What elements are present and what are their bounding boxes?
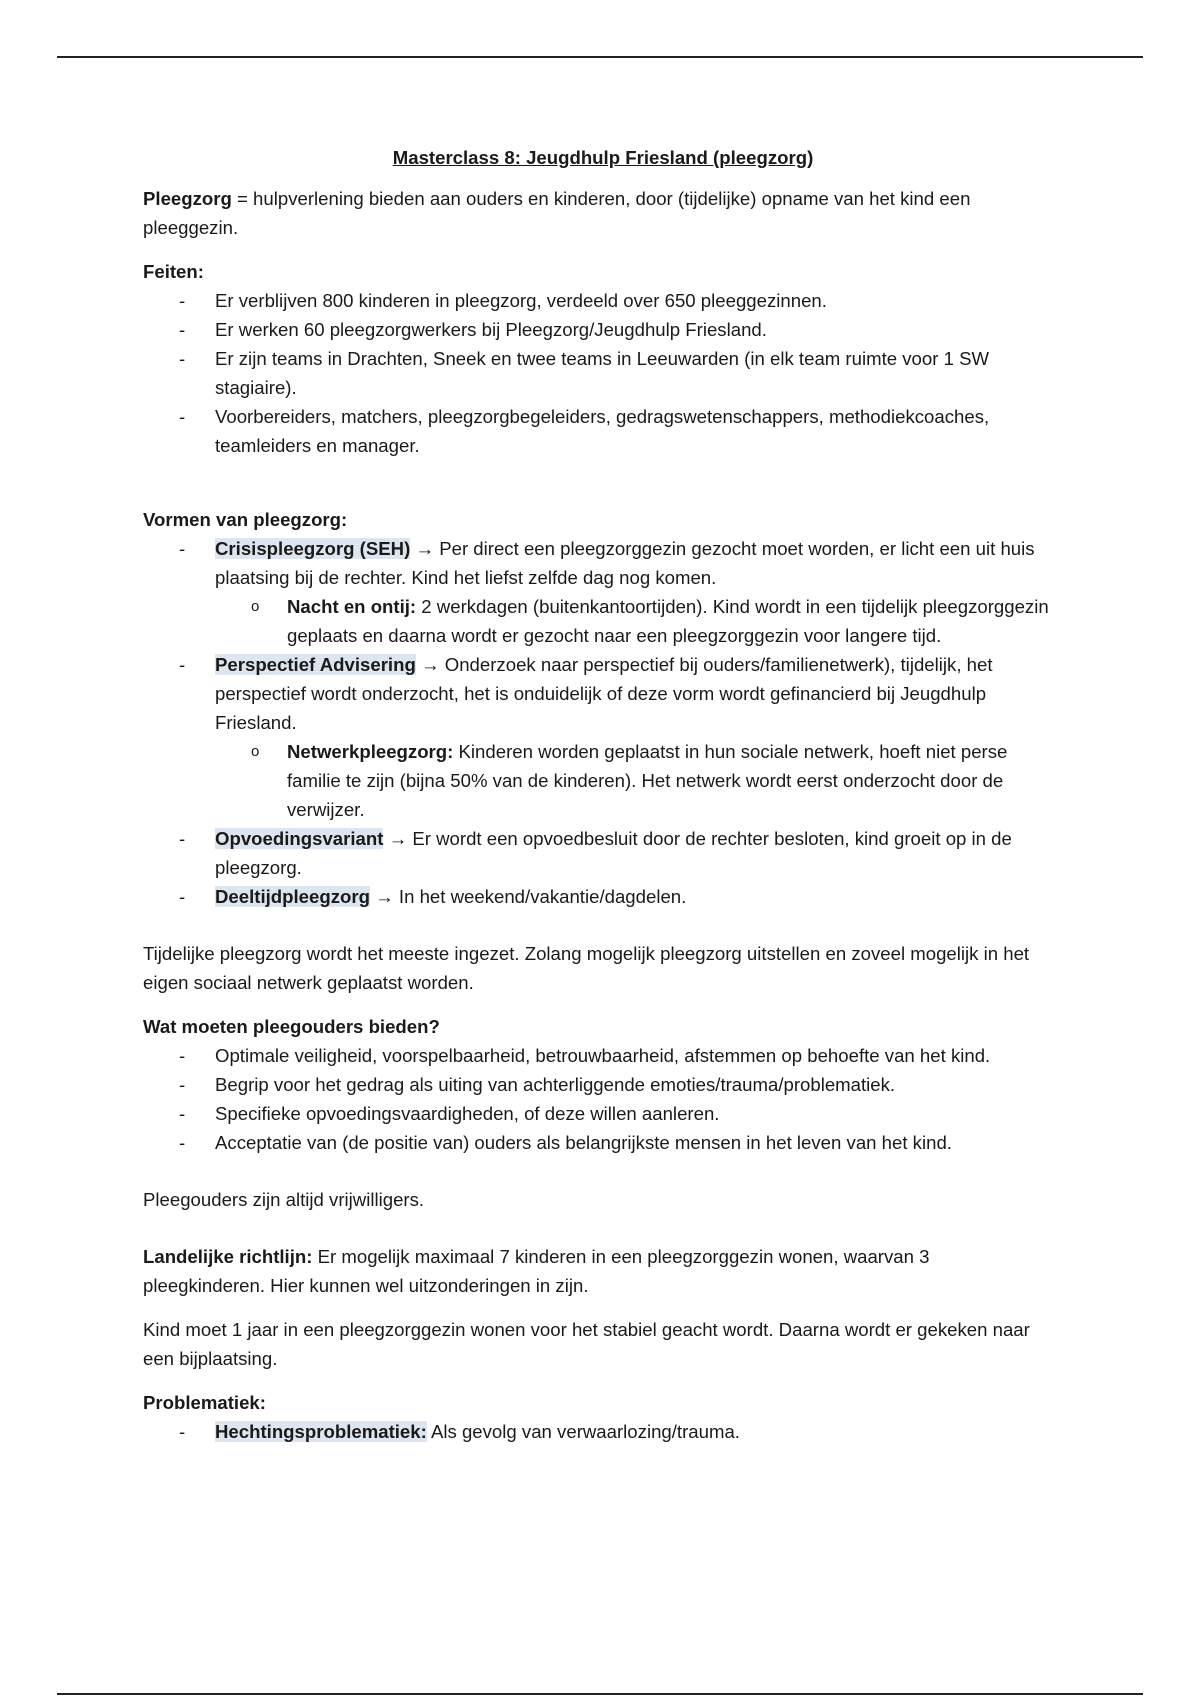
dash-bullet: - bbox=[179, 319, 186, 340]
dash-bullet: - bbox=[179, 1132, 186, 1153]
list-item: - Crisispleegzorg (SEH) → Per direct een pleegzorggezin gezocht moet worden, er licht een uit huis plaatsing bij de rechter. Kind het liefst zelfde dag nog komen. o Nacht en ontij: 2 werkdagen (buitenkantoortijden). Kind wordt in een tijdelijk pleegzorggezin geplaats en daarna wordt er gezocht naar een pleegzorggezin voor langere tijd. bbox=[143, 534, 1053, 650]
definition-paragraph bbox=[143, 184, 1053, 242]
highlight-term: Crisispleegzorg (SEH) bbox=[215, 538, 411, 559]
header-rule bbox=[57, 56, 1143, 58]
dash-bullet: - bbox=[179, 406, 186, 427]
list-item: - Perspectief Advisering → Onderzoek naar perspectief bij ouders/familienetwerk), tijdelijk, het perspectief wordt onderzocht, het is onduidelijk of deze vorm wordt gefinancierd bij Jeugdhulp Friesland. o Netwerkpleegzorg: Kinderen worden geplaatst in hun sociale netwerk, hoeft niet perse familie te zijn (bijna 50% van de kinderen). Het netwerk wordt eerst onderzocht door de verwijzer. bbox=[143, 650, 1053, 824]
bieden-list bbox=[143, 1041, 1053, 1157]
dash-bullet: - bbox=[179, 290, 186, 311]
dash-bullet: - bbox=[179, 828, 186, 849]
sub-list-item: o Netwerkpleegzorg: Kinderen worden geplaatst in hun sociale netwerk, hoeft niet perse familie te zijn (bijna 50% van de kinderen). Het netwerk wordt eerst onderzocht door de verwijzer. bbox=[215, 737, 1053, 824]
richtlijn-term: Landelijke richtlijn: bbox=[143, 1246, 313, 1267]
dash-bullet: - bbox=[179, 1074, 186, 1095]
highlight-term: Opvoedingsvariant bbox=[215, 828, 384, 849]
problematiek-list bbox=[143, 1417, 1053, 1446]
sub-list bbox=[215, 737, 1053, 824]
highlight-term: Hechtingsproblematiek: bbox=[215, 1421, 427, 1442]
footer-rule bbox=[57, 1693, 1143, 1695]
list-item: - Hechtingsproblematiek: Als gevolg van verwaarlozing/trauma. bbox=[143, 1417, 1053, 1446]
bieden-heading: Wat moeten pleegouders bieden? bbox=[143, 1016, 440, 1037]
vormen-heading: Vormen van pleegzorg: bbox=[143, 509, 348, 530]
definition-term: Pleegzorg bbox=[143, 188, 232, 209]
dash-bullet: - bbox=[179, 348, 186, 369]
list-item: - Acceptatie van (de positie van) ouders als belangrijkste mensen in het leven van het kind. bbox=[143, 1128, 1053, 1157]
highlight-term: Perspectief Advisering bbox=[215, 654, 416, 675]
list-item: - Specifieke opvoedingsvaardigheden, of deze willen aanleren. bbox=[143, 1099, 1053, 1128]
dash-bullet: - bbox=[179, 1421, 186, 1442]
dash-bullet: - bbox=[179, 654, 186, 675]
dash-bullet: - bbox=[179, 1103, 186, 1124]
sub-list-item: o Nacht en ontij: 2 werkdagen (buitenkantoortijden). Kind wordt in een tijdelijk pleegzorggezin geplaats en daarna wordt er gezocht naar een pleegzorggezin voor langere tijd. bbox=[215, 592, 1053, 650]
dash-bullet: - bbox=[179, 1045, 186, 1066]
list-item: - Opvoedingsvariant → Er wordt een opvoedbesluit door de rechter besloten, kind groeit op in de pleegzorg. bbox=[143, 824, 1053, 882]
list-item: - Deeltijdpleegzorg → In het weekend/vakantie/dagdelen. bbox=[143, 882, 1053, 911]
richtlijn-paragraph: Landelijke richtlijn: Er mogelijk maximaal 7 kinderen in een pleegzorggezin wonen, waarvan 3 pleegkinderen. Hier kunnen wel uitzonderingen in zijn. bbox=[143, 1246, 930, 1296]
list-item: - Er zijn teams in Drachten, Sneek en twee teams in Leeuwarden (in elk team ruimte voor 1 SW stagiaire). bbox=[143, 344, 1053, 402]
highlight-term: Deeltijdpleegzorg bbox=[215, 886, 370, 907]
list-item: - Er verblijven 800 kinderen in pleegzorg, verdeeld over 650 pleeggezinnen. bbox=[143, 286, 1053, 315]
circle-bullet: o bbox=[251, 743, 260, 760]
document-page bbox=[143, 143, 1053, 1446]
vrijwilligers-paragraph: Pleegouders zijn altijd vrijwilligers. bbox=[143, 1189, 425, 1210]
tijdelijk-paragraph: Tijdelijke pleegzorg wordt het meeste ingezet. Zolang mogelijk pleegzorg uitstellen en zoveel mogelijk in het eigen sociaal netwerk geplaatst worden. bbox=[143, 943, 1030, 993]
document-title: Masterclass 8: Jeugdhulp Friesland (pleegzorg) bbox=[392, 147, 814, 168]
definition-text: = hulpverlening bieden aan ouders en kinderen, door (tijdelijke) opname van het kind een pleeggezin. bbox=[143, 188, 971, 238]
vormen-list bbox=[143, 534, 1053, 911]
circle-bullet: o bbox=[251, 598, 260, 615]
sub-list bbox=[215, 592, 1053, 650]
feiten-heading: Feiten: bbox=[143, 261, 204, 282]
dash-bullet: - bbox=[179, 886, 186, 907]
list-item: - Er werken 60 pleegzorgwerkers bij Pleegzorg/Jeugdhulp Friesland. bbox=[143, 315, 1053, 344]
dash-bullet: - bbox=[179, 538, 186, 559]
list-item: - Voorbereiders, matchers, pleegzorgbegeleiders, gedragswetenschappers, methodiekcoaches, teamleiders en manager. bbox=[143, 402, 1053, 460]
problematiek-heading: Problematiek: bbox=[143, 1392, 266, 1413]
feiten-list bbox=[143, 286, 1053, 460]
list-item: - Begrip voor het gedrag als uiting van achterliggende emoties/trauma/problematiek. bbox=[143, 1070, 1053, 1099]
stabiel-paragraph: Kind moet 1 jaar in een pleegzorggezin wonen voor het stabiel geacht wordt. Daarna wordt er gekeken naar een bijplaatsing. bbox=[143, 1319, 1030, 1369]
list-item: - Optimale veiligheid, voorspelbaarheid, betrouwbaarheid, afstemmen op behoefte van het kind. bbox=[143, 1041, 1053, 1070]
